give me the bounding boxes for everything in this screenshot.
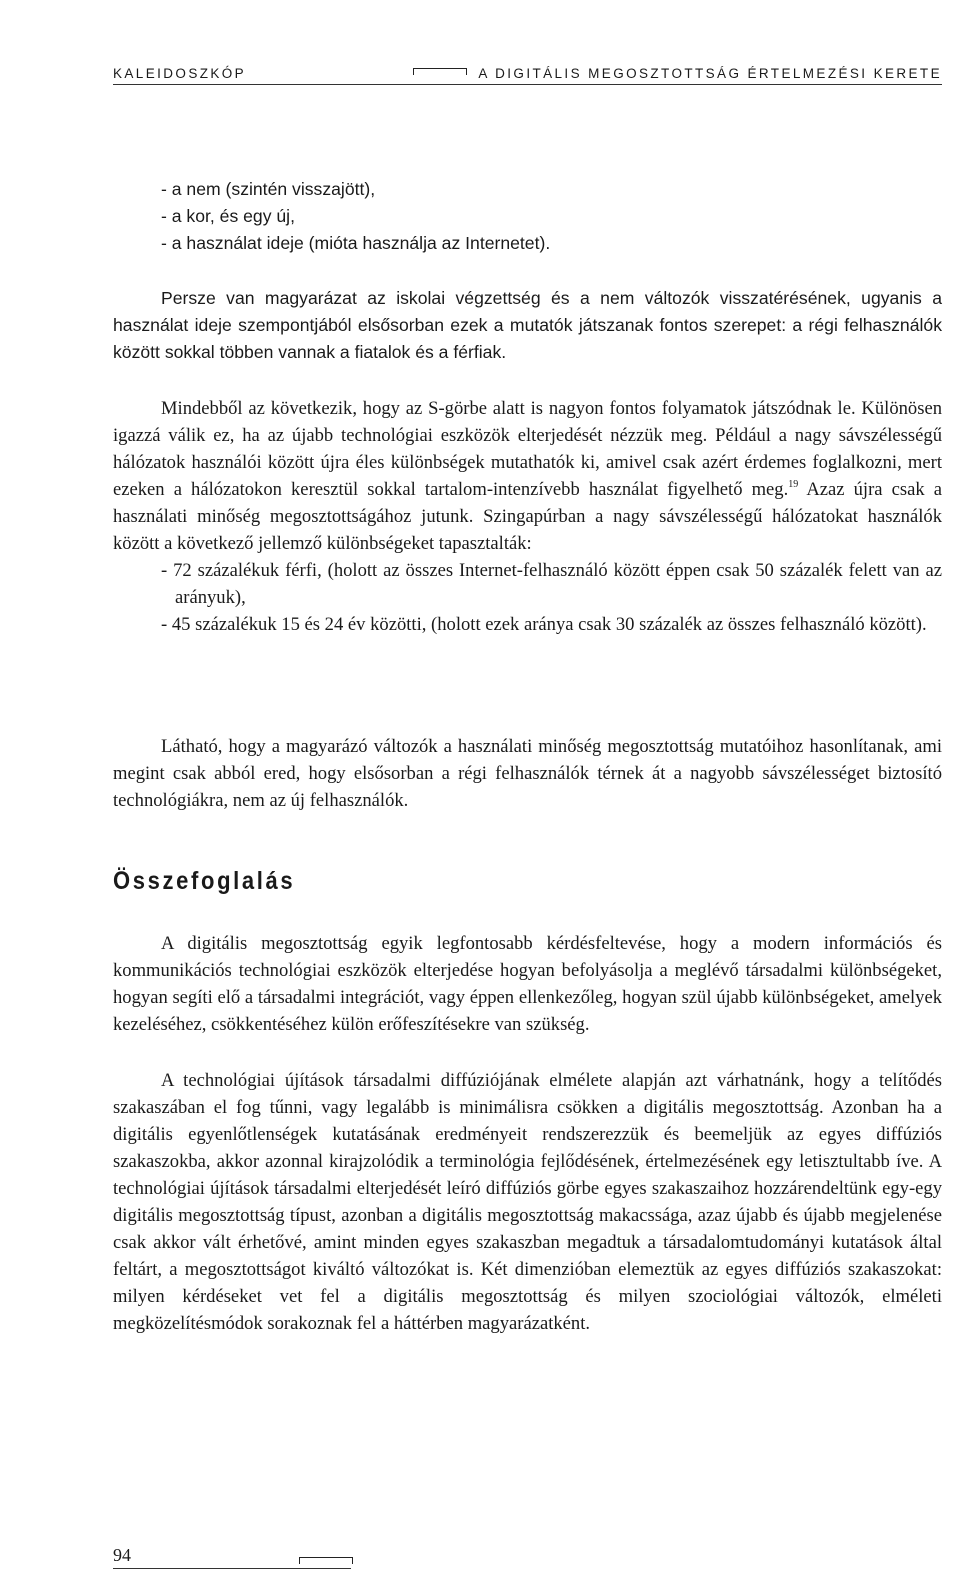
summary-paragraph-2: A technológiai újítások társadalmi diffúziójának elmélete alapján azt várhatnánk, hogy a telítődés szakaszában el fog tűnni, vagy legalább is minimálisra csökken a digitális megosztottság. Azonban ha a digitális egyenlőtlenségek kutatásának eredményeit rendszerezzük és beemeljük az egyes diffúziós szakaszokba, akkor azonnal kirajzolódik a terminológia fejlődésének, értelmezésének egy letisztultabb íve. A technológiai újítások társadalmi elterjedését leíró diffúziós görbe egyes szakaszaihoz hozzárendeltünk egy-egy digitális megosztottság típust, azonban a digitális megosztottság makacssága, azaz újabb és újabb megjelenése csak akkor vált érhetővé, amint minden egyes szakaszban megadtuk a társadalomtudományi kutatások által feltárt, a megosztottságot kiváltó változókat is. Két dimenzióban elemeztük az egyes diffúziós szakaszokat: milyen kérdéseket vet fel a digitális megosztottság és milyen szociológiai változók, elméleti megközelítésmódok sorakoznak fel a háttérben magyarázatként. [113,1070,942,1334]
footer-rule-ornament [299,1557,353,1564]
section-heading: Összefoglalás [113,867,296,895]
paragraph-text-part: Azaz újra csak a használati minőség megosztottságához jutunk. Szingapúrban a nagy sávszélességű hálózatokat használók között a következő jellemző különbségeket tapasztalták: [113,479,943,554]
header-rule-ornament [413,68,467,75]
paragraph-s-curve [113,395,942,638]
list-item: - a használat ideje (mióta használja az Internetet). [161,233,551,253]
page-number: 94 [113,1545,131,1565]
page-footer [113,1545,351,1569]
header-journal-title: KALEIDOSZKÓP [113,66,247,81]
summary-paragraph-1: A digitális megosztottság egyik legfontosabb kérdésfeltevése, hogy a modern információs és kommunikációs technológiai eszközök elterjedése hogyan befolyásolja a meglévő társadalmi különbségeket, hogyan segíti elő a társadalmi integrációt, vagy éppen ellenkezőleg, hogyan szül újabb különbségeket, amelyek kezeléséhez, csökkentéséhez külön erőfeszítésekre van szükség. [113,933,942,1035]
paragraph-explanation: Persze van magyarázat az iskolai végzettség és a nem változók visszatérésének, ugyanis a használat ideje szempontjából elsősorban ezek a mutatók játszanak fontos szerepet: a régi felhasználók között sokkal többen vannak a fiatalok és a férfiak. [113,288,942,362]
list-item: - a nem (szintén visszajött), [161,179,376,199]
paragraph-s-curve-text [113,395,942,557]
list-item: - 45 százalékuk 15 és 24 év közötti, (holott ezek aránya csak 30 százalék az összes felhasználó között). [161,614,927,635]
footnote-marker: 19 [788,479,799,490]
header-article-title: A DIGITÁLIS MEGOSZTOTTSÁG ÉRTELMEZÉSI KERETE [478,66,942,81]
running-header [113,66,942,85]
paragraph-text-part: Mindebből az következik, hogy az S-görbe alatt is nagyon fontos folyamatok játszódnak le. Különösen igazzá válik ez, ha az újabb technológiai eszközök elterjedését nézzük meg. Például a nagy sávszélességű hálózatok használói között újra éles különbségek mutathatók ki, amivel csak azért érdemes foglalkozni, mert ezeken a hálózatokon keresztül sokkal tartalom-intenzívebb használat figyelhető meg. [113,398,942,500]
paragraph-conclusion: Látható, hogy a magyarázó változók a használati minőség megosztottság mutatóihoz hasonlítanak, ami megint csak abból ered, hogy elsősorban a régi felhasználók térnek át a nagyobb sávszélességet biztosító technológiákra, nem az új felhasználók. [113,736,942,811]
intro-variable-list [113,176,942,257]
list-item: - a kor, és egy új, [161,206,295,226]
list-item: - 72 százalékuk férfi, (holott az összes Internet-felhasználó között éppen csak 50 százalék felett van az arányuk), [161,560,942,608]
